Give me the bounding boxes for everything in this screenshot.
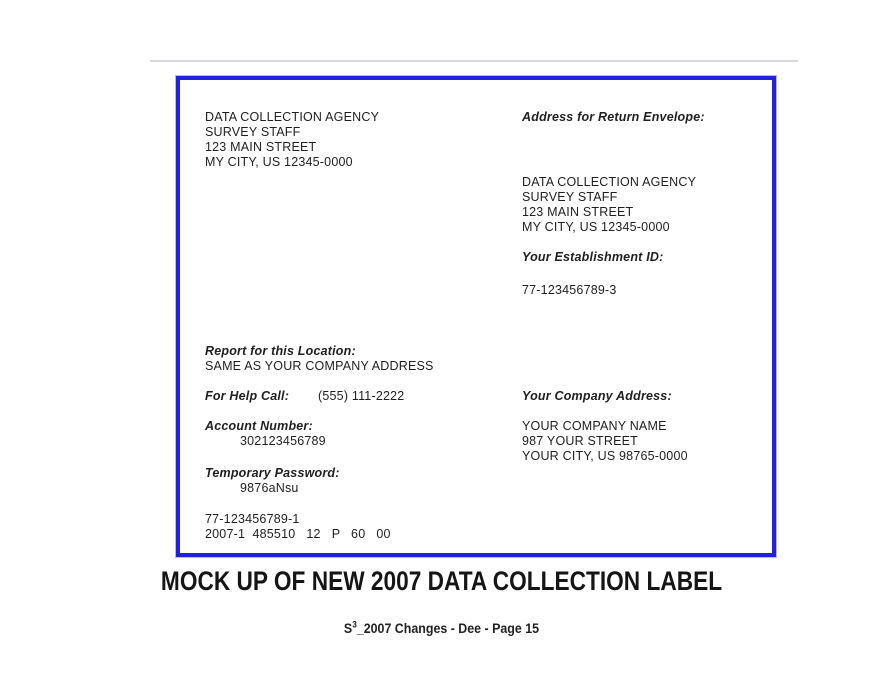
scan-edge-line [150, 60, 798, 62]
return-address-line: MY CITY, US 12345-0000 [522, 220, 670, 234]
agency-address-line: DATA COLLECTION AGENCY [205, 110, 380, 124]
establishment-id-label: Your Establishment ID: [522, 250, 664, 264]
return-address-line: 123 MAIN STREET [522, 205, 634, 219]
report-location-value: SAME AS YOUR COMPANY ADDRESS [205, 359, 434, 373]
account-number-value: 302123456789 [240, 434, 326, 448]
company-address-line: 987 YOUR STREET [522, 434, 639, 448]
temporary-password-label: Temporary Password: [205, 466, 340, 480]
account-number-block [205, 419, 326, 449]
return-address-line: DATA COLLECTION AGENCY [522, 175, 697, 189]
company-address-line: YOUR COMPANY NAME [522, 419, 667, 433]
agency-address-line: MY CITY, US 12345-0000 [205, 155, 353, 169]
page-footer [35, 621, 847, 636]
company-address-block [522, 419, 688, 464]
footer-prefix: S [343, 621, 353, 636]
data-collection-label-box [176, 76, 776, 557]
company-address-label: Your Company Address: [522, 389, 672, 403]
report-location-block [205, 344, 434, 374]
temporary-password-value: 9876aNsu [240, 481, 299, 495]
help-call-phone: (555) 111-2222 [318, 389, 405, 403]
agency-address-block [205, 110, 379, 170]
return-envelope-address-block [522, 175, 696, 235]
return-address-line: SURVEY STAFF [522, 190, 618, 204]
footer-suffix: _2007 Changes - Dee - Page 15 [356, 621, 540, 636]
temporary-password-block [205, 466, 340, 496]
help-call-label: For Help Call: [205, 389, 290, 403]
return-envelope-label: Address for Return Envelope: [522, 110, 705, 124]
agency-address-line: SURVEY STAFF [205, 125, 301, 139]
account-number-label: Account Number: [205, 419, 313, 433]
label-code-line2: 2007-1 485510 12 P 60 00 [205, 527, 391, 541]
page-title: MOCK UP OF NEW 2007 DATA COLLECTION LABEL [160, 566, 723, 596]
agency-address-line: 123 MAIN STREET [205, 140, 317, 154]
establishment-id-value: 77-123456789-3 [522, 283, 617, 297]
help-call-row [205, 389, 515, 404]
report-location-label: Report for this Location: [205, 344, 356, 358]
label-code-line1: 77-123456789-1 [205, 512, 300, 526]
label-code-block [205, 512, 391, 542]
company-address-line: YOUR CITY, US 98765-0000 [522, 449, 688, 463]
footer-superscript: 3 [352, 619, 357, 630]
